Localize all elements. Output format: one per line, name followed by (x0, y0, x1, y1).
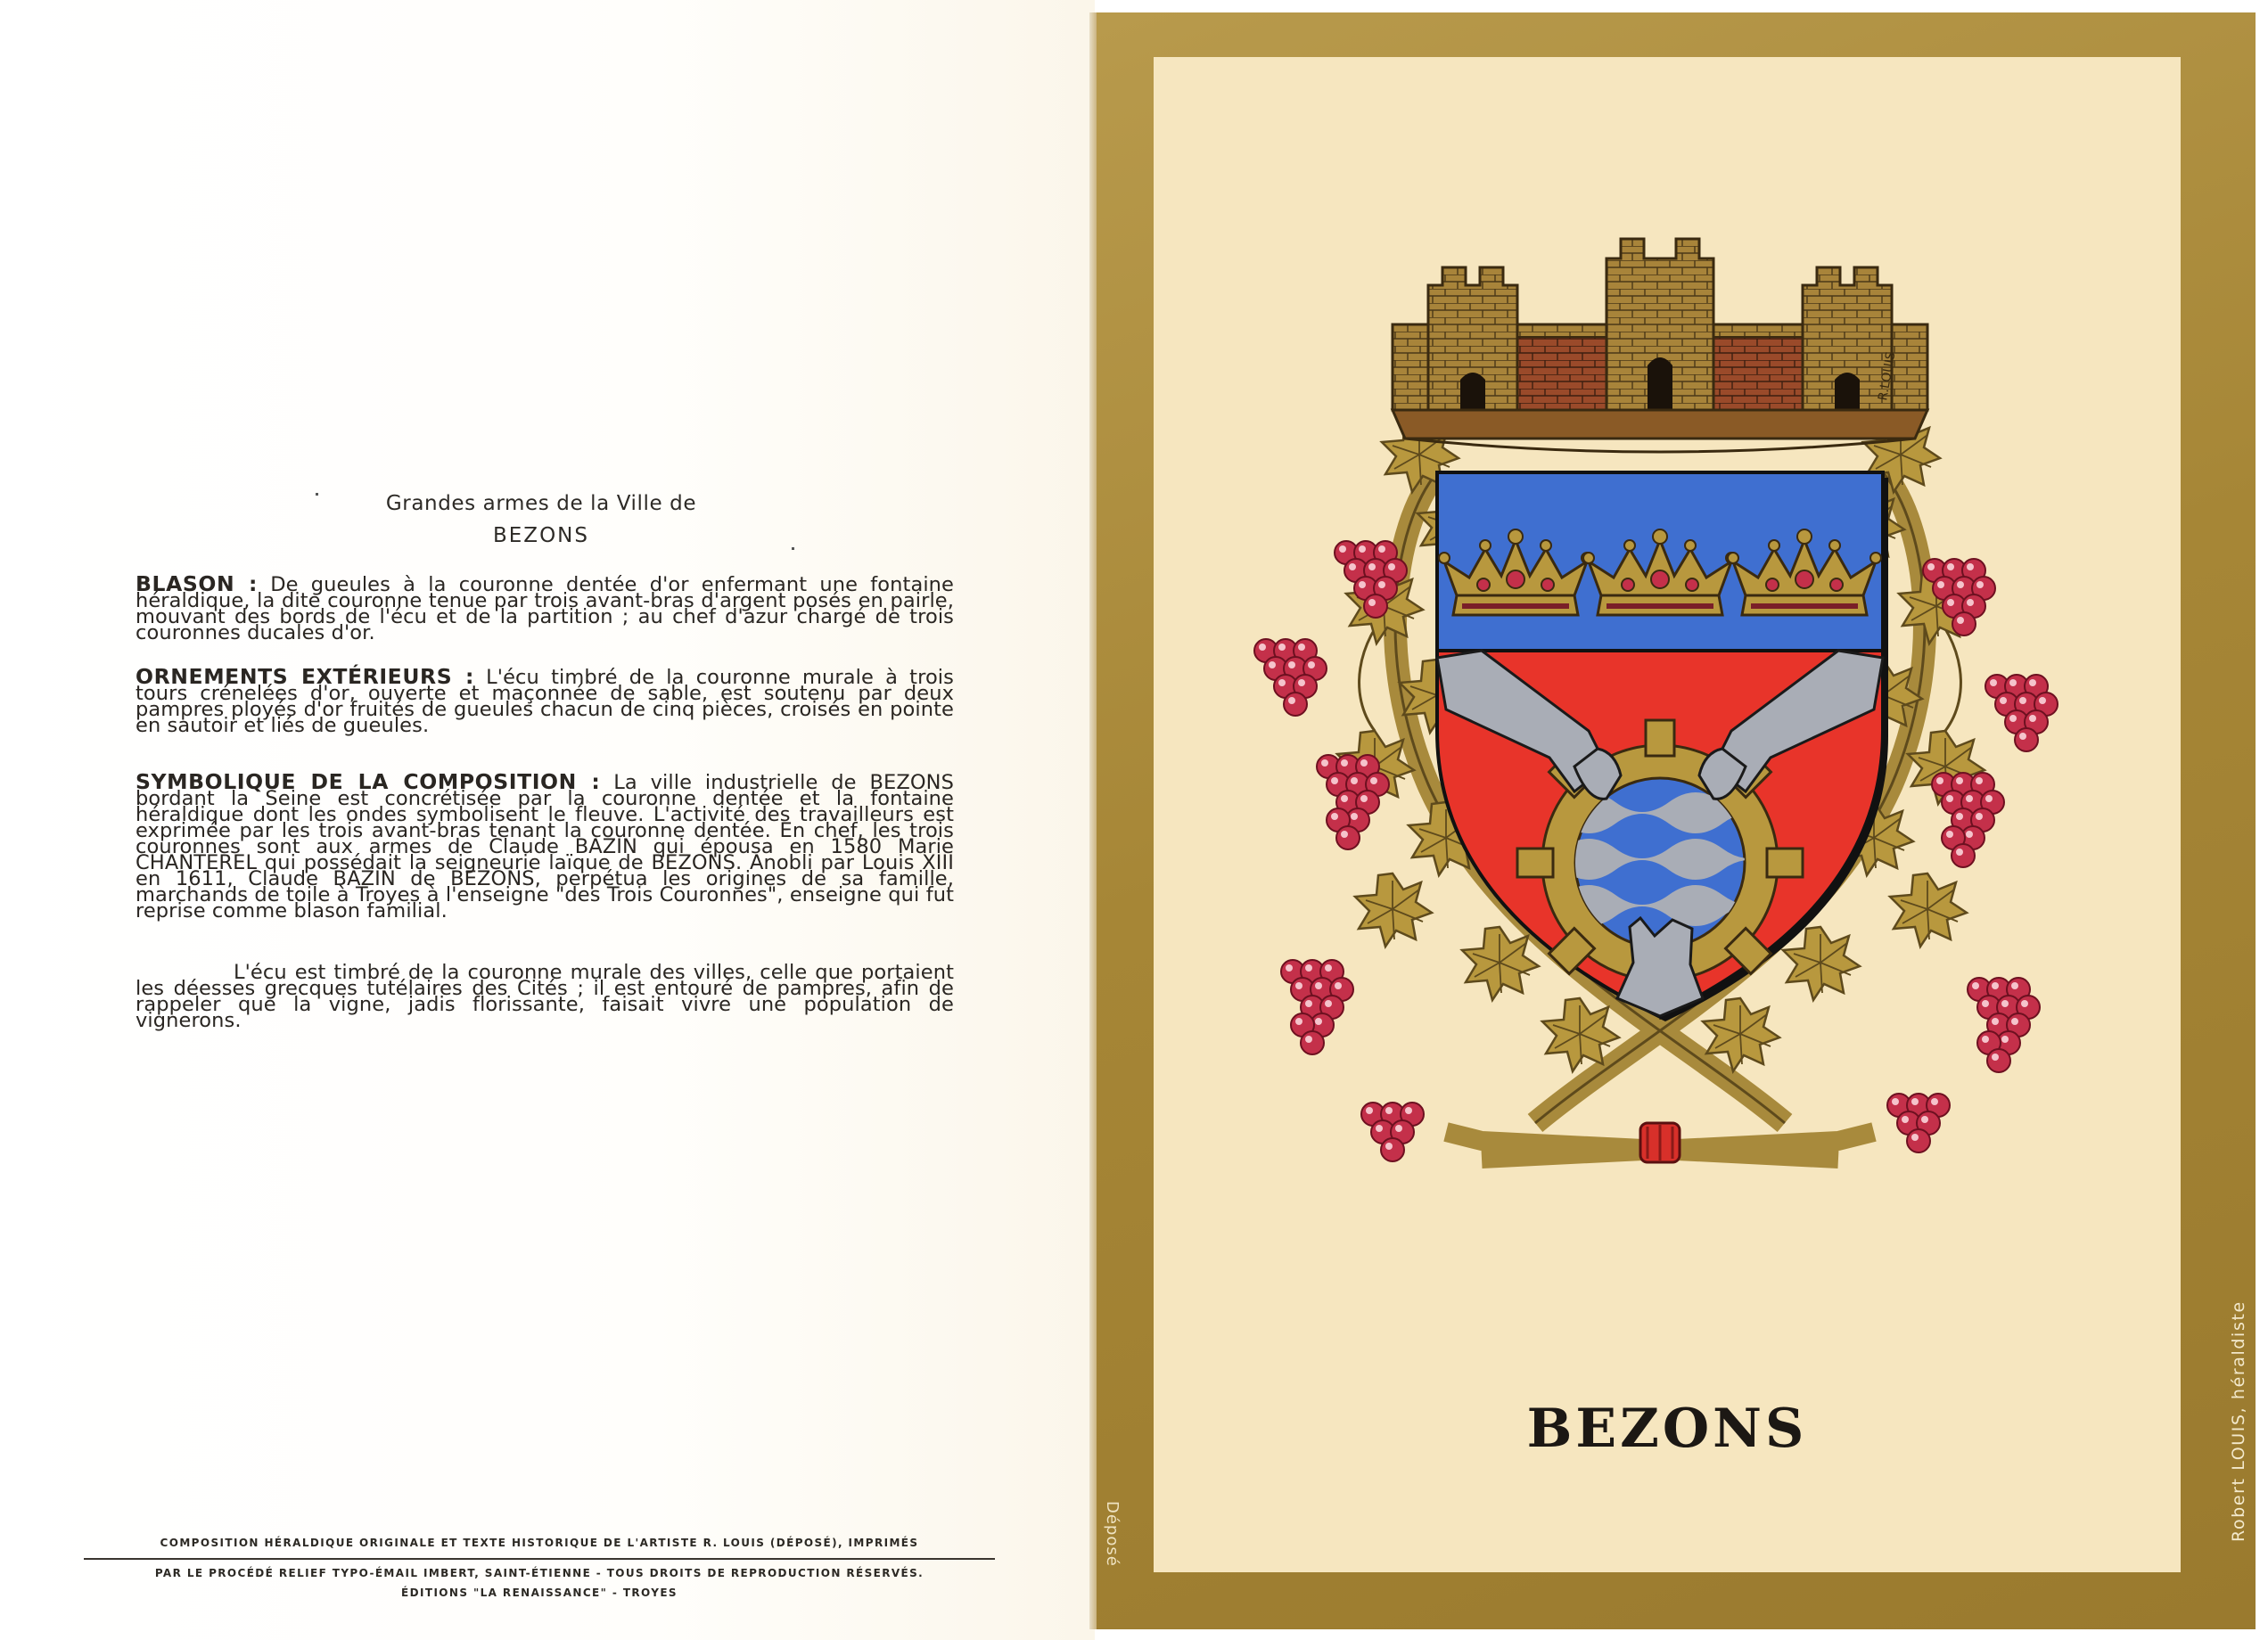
artist-vertical-label: Robert LOUIS, héraldiste (2229, 1300, 2248, 1542)
closing-paragraph (136, 961, 954, 1032)
heading-line-2: BEZONS (493, 524, 589, 547)
closing-text: L'écu est timbré de la couronne murale des villes, celle que portaient les déesses grecques tutélaires des Cités ; il est entouré de pampres, afin de rappeler que la vigne, jadis florissante, faisait vivre une population de vignerons. (136, 961, 954, 1032)
symbolique-paragraph (136, 769, 954, 922)
inner-panel (1154, 57, 2181, 1572)
heading-line-1: Grandes armes de la Ville de (385, 492, 697, 515)
coat-of-arms-illustration (1214, 232, 2106, 1283)
mural-crown (1393, 239, 1927, 452)
symbolique-label: SYMBOLIQUE DE LA COMPOSITION : (136, 769, 601, 794)
imprint-line-1: COMPOSITION HÉRALDIQUE ORIGINALE ET TEXTE HISTORIQUE DE L'ARTISTE R. LOUIS (DÉPOSÉ), IMPRIMÉS (160, 1537, 919, 1549)
svg-text:R.LOUIS: R.LOUIS (1876, 350, 1899, 402)
speck (792, 547, 794, 550)
ornements-paragraph (136, 664, 954, 737)
town-title: BEZONS (1526, 1398, 1808, 1460)
depose-vertical-label: Déposé (1103, 1501, 1122, 1567)
left-page (0, 0, 1095, 1640)
blason-paragraph (136, 571, 954, 644)
blason-text: De gueules à la couronne dentée d'or enfermant une fontaine héraldique, la dite couronne tenue par trois avant-bras d'argent posés en pairle, mouvant des bords de l'écu et de la partition ; au chef d'azur chargé de trois couronnes ducales d'or. (136, 573, 954, 644)
ornements-text: L'écu timbré de la couronne murale à trois tours crénelées d'or, ouverte et maçonnée de sable, est soutenu par deux pampres ployés d'or fruités de gueules chacun de cinq pièces, croisés en pointe en sautoir et liés de gueules. (136, 666, 954, 737)
ornements-label: ORNEMENTS EXTÉRIEURS : (136, 664, 474, 689)
ribbon-tie (1640, 1123, 1680, 1162)
imprint-divider (84, 1558, 995, 1560)
imprint-line-2: PAR LE PROCÉDÉ RELIEF TYPO-ÉMAIL IMBERT, SAINT-ÉTIENNE - TOUS DROITS DE REPRODUCTION RÉSERVÉS. (154, 1567, 924, 1579)
imprint-line-3: ÉDITIONS "LA RENAISSANCE" - TROYES (401, 1587, 678, 1599)
blason-label: BLASON : (136, 571, 258, 596)
symbolique-text: La ville industrielle de BEZONS bordant la Seine est concrétisée par la couronne dentée et la fontaine héraldique dont les ondes symbolisent le fleuve. L'activité des travailleurs est exprimée par les trois avant-bras tenant la couronne dentée. En chef, les trois couronnes sont aux armes de Claude BAZIN qui épousa en 1580 Marie CHANTEREL qui possédait la seigneurie laïque de BEZONS. Anobli par Louis XIII en 1611, Claude BAZIN de BEZONS, perpétua les origines de sa famille, marchands de toile à Troyes à l'enseigne "des Trois Couronnes", enseigne qui fut reprise comme blason familial. (136, 771, 954, 922)
right-page-gold-frame (1097, 12, 2256, 1629)
